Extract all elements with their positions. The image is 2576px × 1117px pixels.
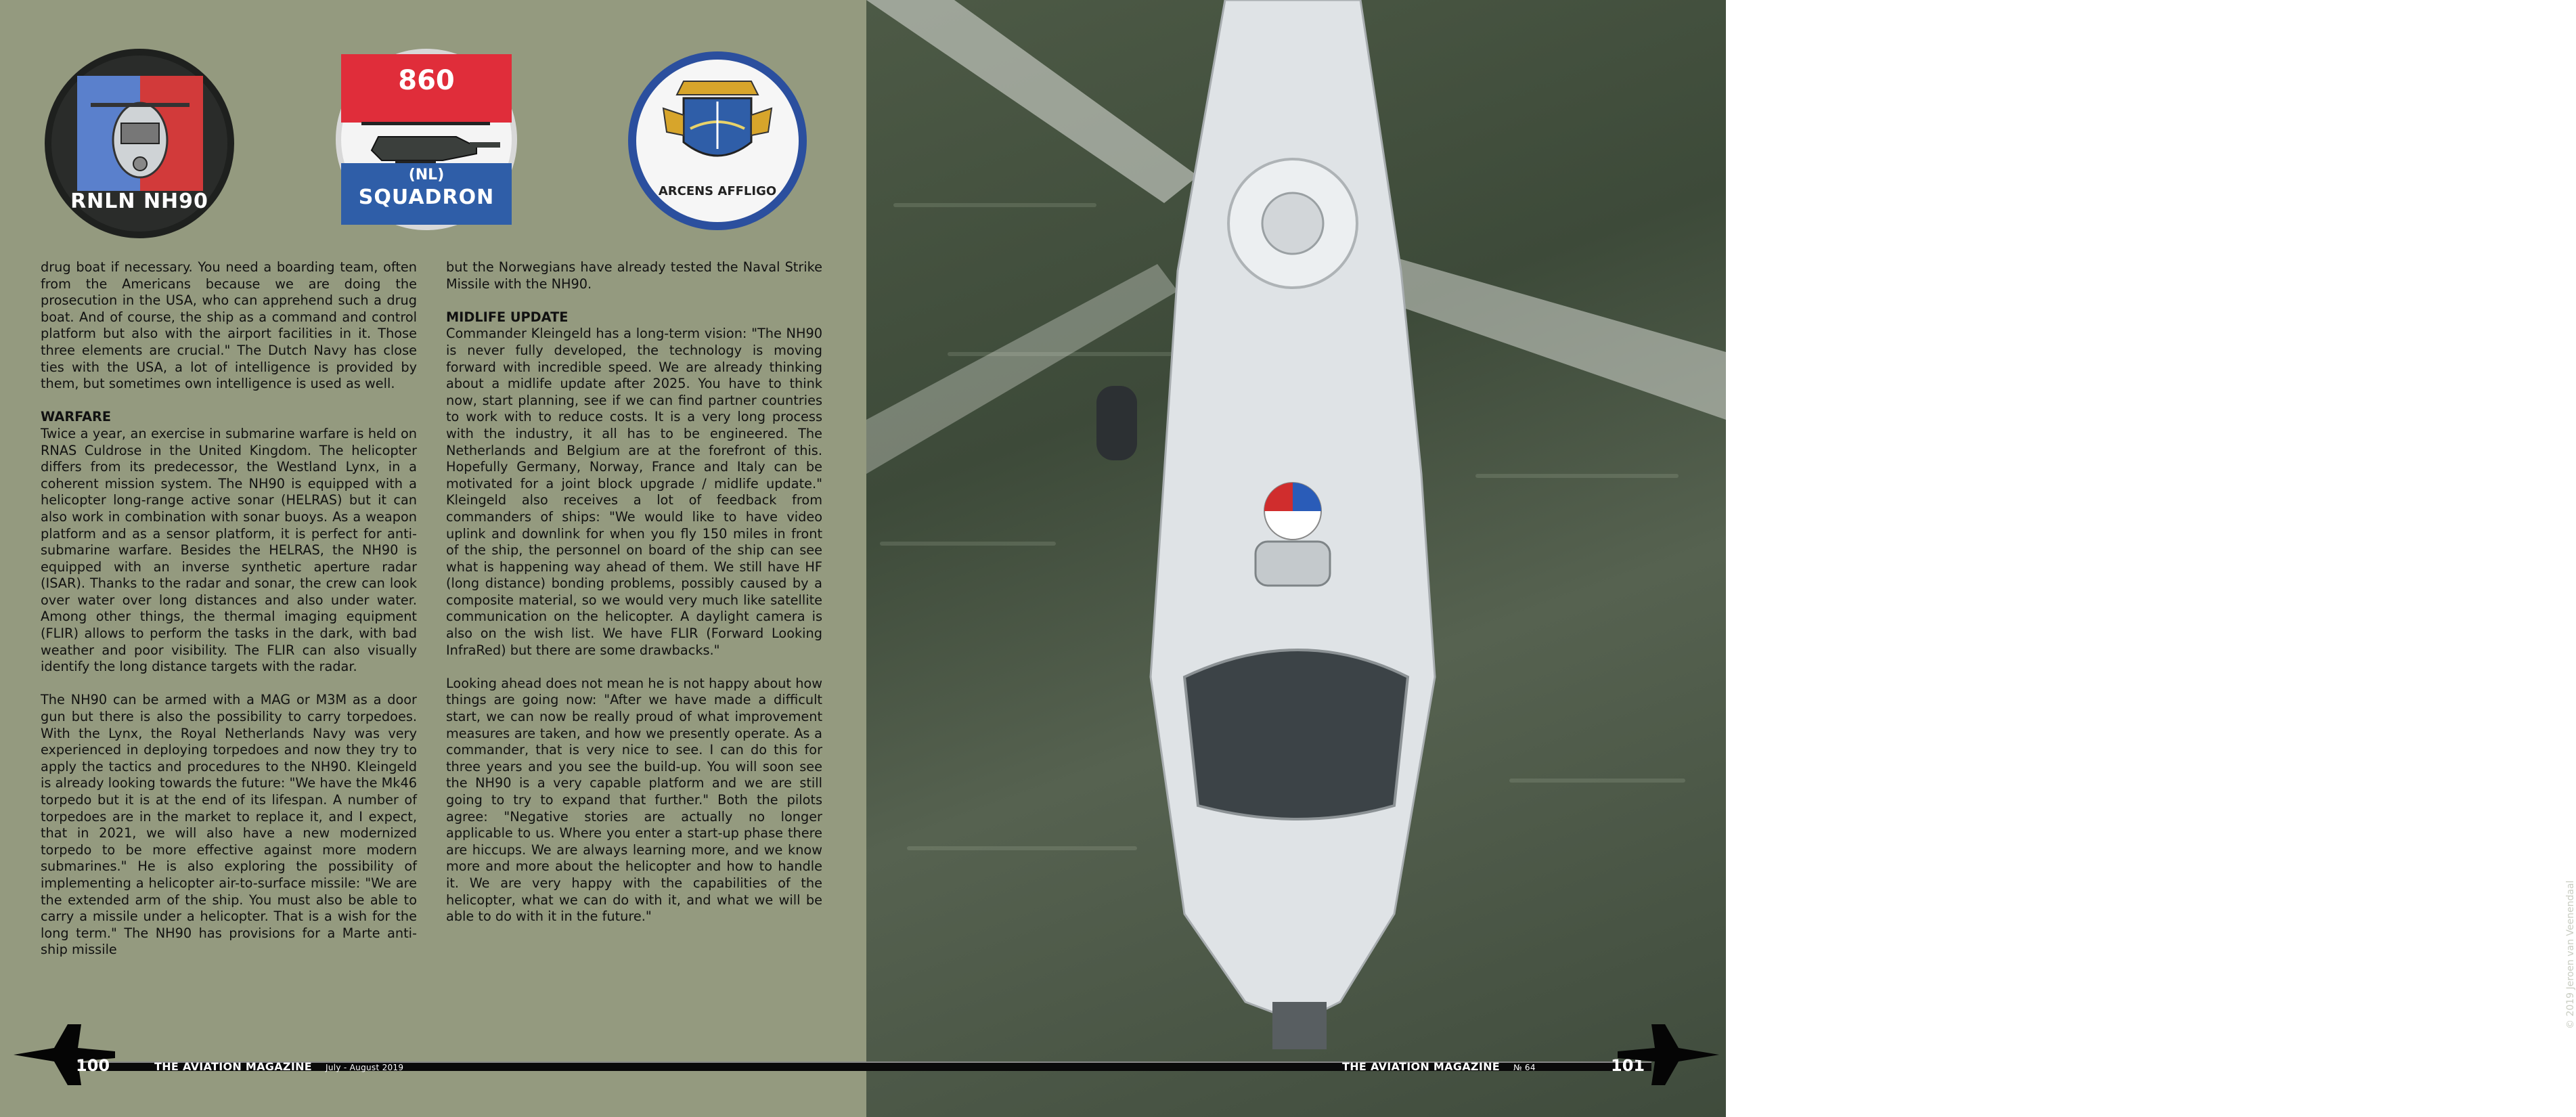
article-column-2 xyxy=(446,259,822,942)
section-heading-warfare: WARFARE xyxy=(41,409,112,425)
section-heading-midlife-update: MIDLIFE UPDATE xyxy=(446,309,569,325)
nh90-helicopter-image xyxy=(866,0,1726,1117)
column1-paragraph-1: drug boat if necessary. You need a boarding team, often from the Americans because we are doing the prosecution in the USA, who can apprehend such a drug boat. And of course, the ship as a command and control platform but also with the airport facilities in it. Those three elements are crucial." The Dutch Navy has close ties with the USA, a lot of intelligence is provided by them, but sometimes own intelligence is used as well. xyxy=(41,259,417,392)
column1-paragraph-2: Twice a year, an exercise in submarine warfare is held on RNAS Culdrose in the United Kingdom. The helicopter differs from its predecessor, the Westland Lynx, in a coherent mission system. The NH90 is equipped with a helicopter long-range active sonar (HELRAS) but it can also work in combination with sonar buoys. As a weapon platform and as a sensor platform, it is perfect for anti-submarine warfare. Besides the HELRAS, the NH90 is equipped with an inverse synthetic aperture radar (ISAR). Thanks to the radar and sonar, the crew can look over water over long distances and also under water. Among other things, the thermal imaging equipment (FLIR) allows to perform the tasks in the dark, with bad weather and poor visibility. The FLIR can also visually identify the long distance targets with the radar. xyxy=(41,425,417,675)
photo-credit: © 2019 Jeroen van Veenendaal xyxy=(2565,880,2576,1029)
patch2-sub: (NL) xyxy=(408,167,445,183)
fighter-jet-icon-left xyxy=(14,1021,115,1089)
right-footer-title xyxy=(1342,1060,1536,1073)
crest-icon xyxy=(636,68,799,183)
column1-paragraph-3: The NH90 can be armed with a MAG or M3M as a door gun but there is also the possibility to carry torpedoes. With the Lynx, the Royal Netherlands Navy was very experienced in deploying torpedoes and now they try to apply the tactics and procedures to the NH90. Kleingeld is already looking towards the future: "We have the Mk46 torpedo but it is at the end of its lifespan. A number of torpedoes are in the market to replace it, and I expect, that in 2021, we will also have a new modernized torpedo to be more effective against more modern submarines." He is also exploring the possibility of implementing a helicopter air-to-surface missile: "We are the extended arm of the ship. You must also be able to carry a missile under a helicopter. That is a wish for the long term." The NH90 has provisions for a Marte anti-ship missile xyxy=(41,692,417,958)
left-page-number: 100 xyxy=(76,1056,110,1075)
article-column-1 xyxy=(41,259,417,976)
rnln-nh90-patch xyxy=(45,49,234,238)
patch2-label: SQUADRON xyxy=(358,185,495,209)
patch1-label: RNLN NH90 xyxy=(70,190,208,213)
column2-paragraph-3: Looking ahead does not mean he is not happy about how things are going now: "After we have made a difficult start, we can now be really proud of what improvement measures are taken, and how we presently operate. As a commander, that is very nice to see. I can do this for three years and you see the build-up. You will soon see the NH90 is a very capable platform and we are still going to try to expand that further." Both the pilots agree: "Negative stories are actually no longer applicable to us. Where you enter a start-up phase there are hiccups. We are always learning more, and we know more and more about the helicopter and how to handle it. We are very happy with the capabilities of the helicopter, what we can do with it, and what we will be able to do with it in the future." xyxy=(446,675,822,925)
patch3-label: ARCENS AFFLIGO xyxy=(658,184,777,198)
left-footer-title xyxy=(154,1060,403,1073)
helicopter-photo xyxy=(866,0,2576,1117)
right-issue-number: № 64 xyxy=(1513,1063,1536,1072)
right-page-number: 101 xyxy=(1611,1056,1645,1075)
left-issue-date: July - August 2019 xyxy=(326,1063,404,1072)
right-magazine-title: THE AVIATION MAGAZINE xyxy=(1342,1060,1501,1073)
left-page xyxy=(0,0,866,1117)
860-squadron-patch xyxy=(336,49,517,230)
arcens-affligo-patch xyxy=(628,51,807,230)
left-magazine-title: THE AVIATION MAGAZINE xyxy=(154,1060,313,1073)
patch-roundel xyxy=(77,76,203,191)
helicopter-front-icon xyxy=(77,76,203,191)
fighter-jet-icon-right xyxy=(1618,1021,1719,1089)
column2-paragraph-1: but the Norwegians have already tested the Naval Strike Missile with the NH90. xyxy=(446,259,822,292)
patch2-number: 860 xyxy=(398,65,455,96)
column2-paragraph-2: Commander Kleingeld has a long-term vision: "The NH90 is never fully developed, the technology is moving forward with incredible speed. We are already thinking about a midlife update after 2025. You have to think now, start planning, see if we can find partner countries to work with to reduce costs. It is a very long process with the industry, it all has to be engineered. The Netherlands and Belgium are at the forefront of this. Hopefully Germany, Norway, France and Italy can be motivated for a joint block upgrade / midlife update." Kleingeld also receives a lot of feedback from commanders of ships: "We would like to have video uplink and downlink for when you fly 150 miles in front of the ship, the personnel on board of the ship can see what is happening way ahead of them. We still have HF (long distance) bonding problems, possibly caused by a composite material, so we would very much like satellite communication on the helicopter. A daylight camera is also on the wish list. We have FLIR (Forward Looking InfraRed) but there are some drawbacks." xyxy=(446,326,822,658)
